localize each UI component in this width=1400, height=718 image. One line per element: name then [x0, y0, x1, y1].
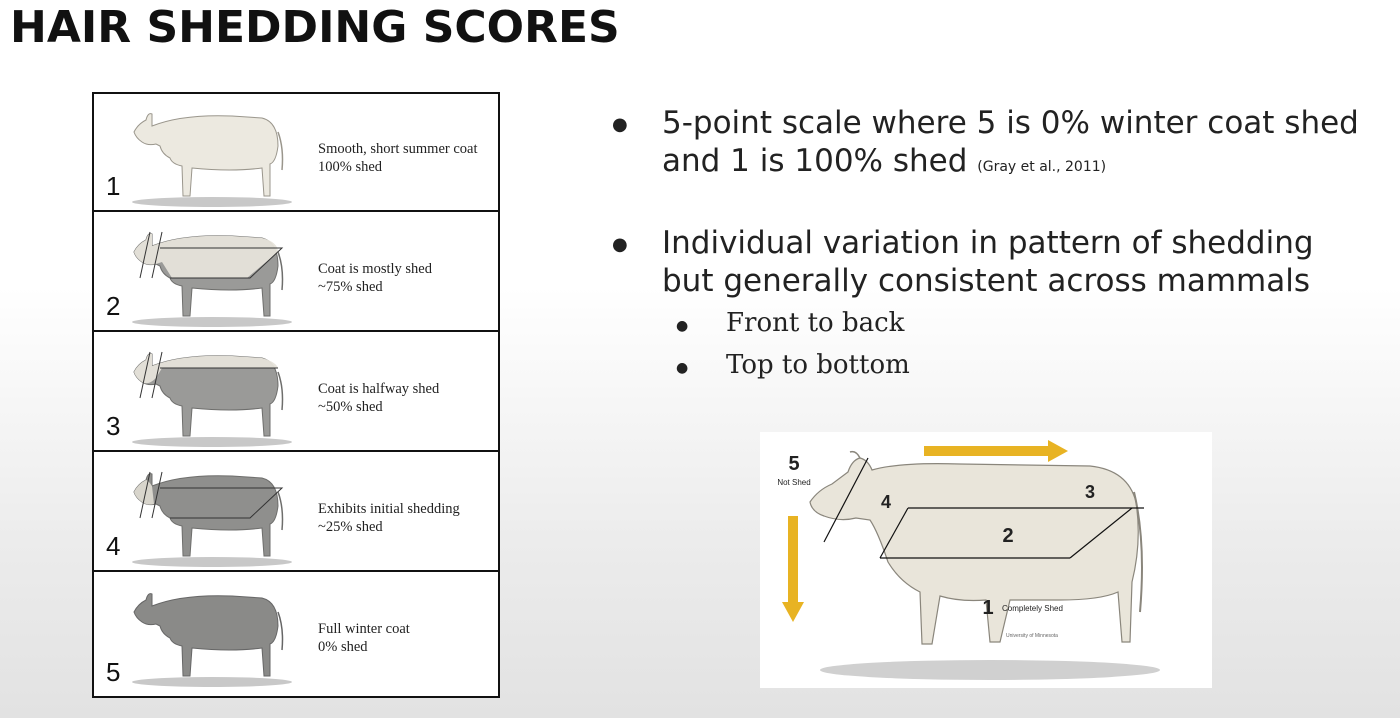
arrow-head-icon	[1048, 440, 1068, 462]
score-percent: ~25% shed	[318, 519, 383, 535]
shedding-pattern-diagram	[760, 432, 1212, 688]
score-number: 5	[106, 657, 121, 687]
cow-score-1-illustration	[112, 98, 292, 208]
diagram-label-1: 1	[982, 597, 994, 619]
cow-score-3-illustration	[112, 338, 292, 448]
diagram-label-5: 5	[788, 453, 800, 475]
score-percent: ~75% shed	[318, 279, 383, 295]
bullet-dot-icon: ●	[612, 114, 628, 135]
cow-score-5-illustration	[112, 578, 292, 688]
diagram-label-not-shed: Not Shed	[777, 478, 811, 487]
score-description: Coat is mostly shed	[318, 261, 432, 277]
citation: (Gray et al., 2011)	[977, 159, 1107, 175]
bullet-dot-icon: ●	[612, 234, 628, 255]
score-percent: 100% shed	[318, 159, 383, 175]
diagram-label-3: 3	[1084, 482, 1096, 502]
score-number: 3	[106, 411, 121, 441]
bullet-text: Individual variation in pattern of shedding	[662, 225, 1314, 261]
score-number: 2	[106, 291, 121, 321]
score-row-3	[94, 334, 498, 452]
top-to-bottom-arrow-icon	[788, 516, 798, 604]
score-row-4	[94, 454, 498, 572]
bullet-dot-icon: ●	[676, 360, 689, 376]
score-row-1	[94, 94, 498, 212]
page-title: HAIR SHEDDING SCORES	[10, 2, 620, 53]
score-row-5	[94, 574, 498, 696]
shedding-score-table	[92, 92, 500, 698]
score-number: 1	[106, 171, 121, 201]
score-description: Full winter coat	[318, 621, 410, 637]
diagram-label-4: 4	[880, 492, 892, 512]
cow-score-2-illustration	[112, 218, 292, 328]
score-percent: 0% shed	[318, 639, 368, 655]
diagram-credit: University of Minnesota	[1006, 633, 1058, 639]
score-description: Coat is halfway shed	[318, 381, 440, 397]
score-description: Smooth, short summer coat	[318, 141, 478, 157]
score-row-2	[94, 214, 498, 332]
diagram-label-completely-shed: Completely Shed	[1002, 604, 1063, 613]
bullet-dot-icon: ●	[676, 318, 689, 334]
score-description: Exhibits initial shedding	[318, 501, 460, 517]
shedding-pattern-svg	[760, 432, 1212, 688]
diagram-label-2: 2	[1002, 525, 1014, 547]
bullet-text: 5-point scale where 5 is 0% winter coat shed	[662, 105, 1359, 141]
cow-score-4-illustration	[112, 458, 292, 568]
bullet-text: and 1 is 100% shed	[662, 143, 968, 179]
front-to-back-arrow-icon	[924, 446, 1050, 456]
bullet-text: but generally consistent across mammals	[662, 263, 1311, 299]
score-number: 4	[106, 531, 121, 561]
score-percent: ~50% shed	[318, 399, 383, 415]
arrow-head-icon	[782, 602, 804, 622]
